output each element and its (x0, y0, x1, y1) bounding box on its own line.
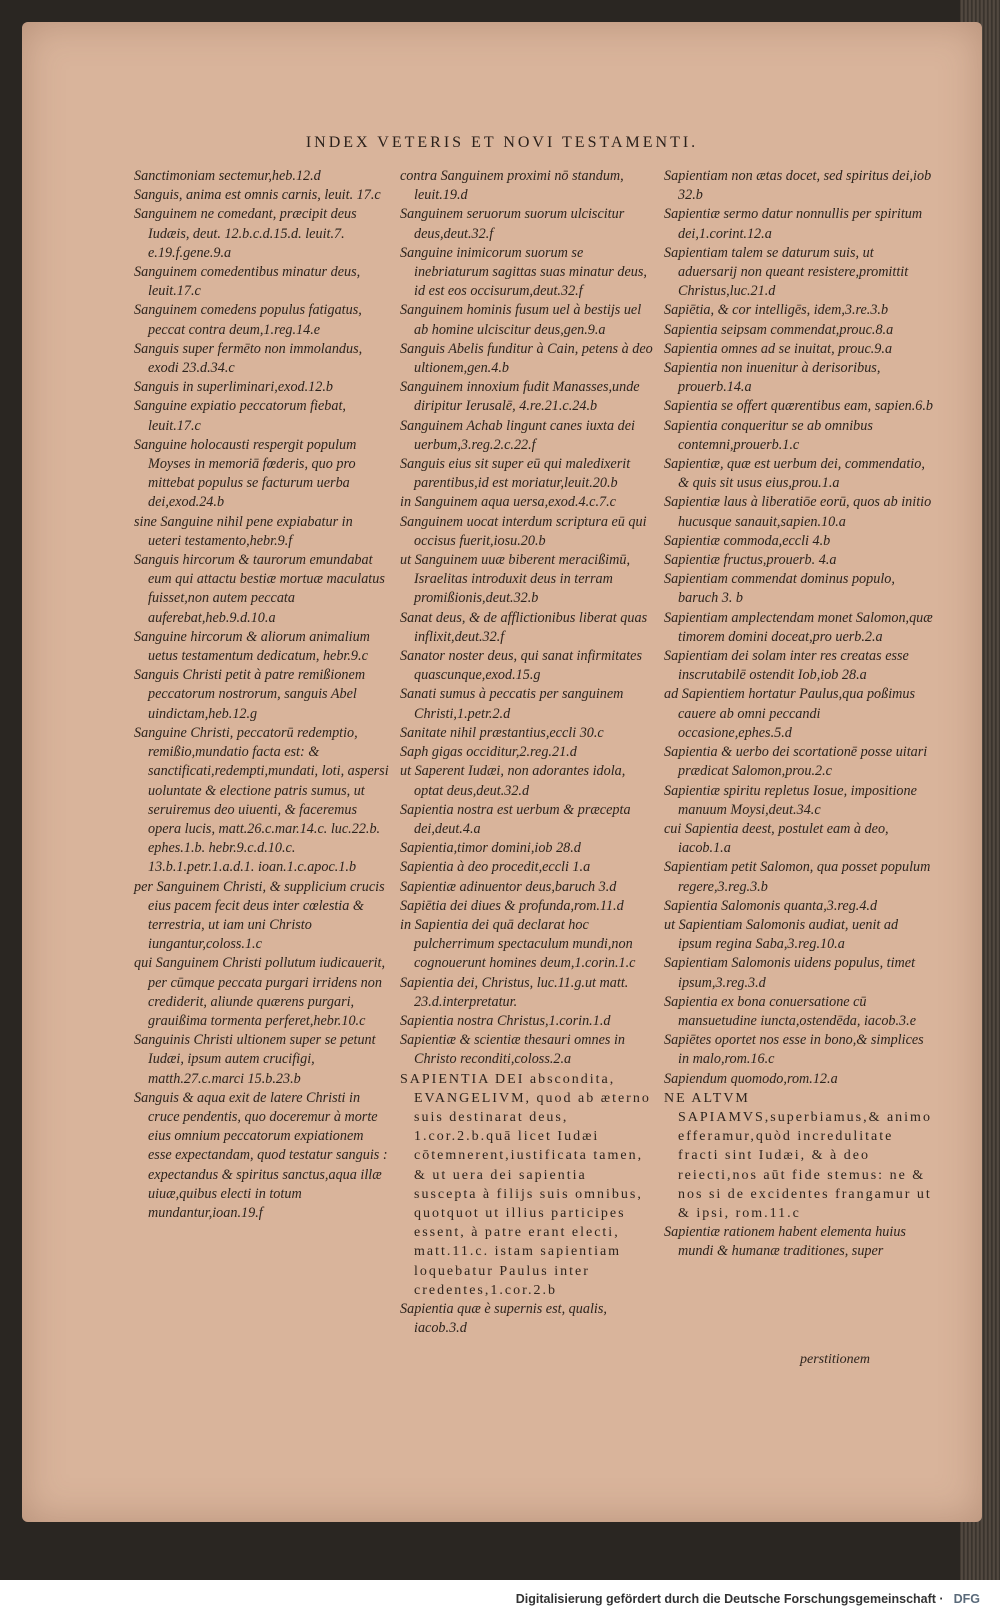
index-entry: Sanitate nihil præstantius,eccli 30.c (400, 724, 604, 741)
index-entry: Sapientia Salomonis quanta,3.reg.4.d (664, 897, 878, 914)
index-entry: ut Sanguinem uuæ biberent meracißimū, Israelitas introduxit deus in terram promißionis,deut.32.b (400, 552, 630, 607)
index-entry: in Sapientia dei quā declarat hoc pulcherrimum spectaculum mundi,non cognouerunt homines deum,1.corin.1.c (400, 916, 636, 972)
index-entry: ut Saperent Iudæi, non adorantes idola, optat deus,deut.32.d (400, 763, 626, 799)
catchword: perstitionem (800, 1352, 870, 1367)
index-entry: SAPIENTIA DEI abscondita, EVANGELIVM, quod ab æterno suis destinarat deus, 1.cor.2.b.quā licet Iudæi cōtemnerent,iustificata tamen, & ut uera dei sapientia suscepta à filijs suis omnibus, quotquot ut illius participes essent, à patre erant electi, matt.11.c. istam sapientiam loquebatur Paulus inter credentes,1.cor.2.b (400, 1071, 651, 1298)
index-entry: Sanguis Abelis funditur à Cain, petens à deo ultionem,gen.4.b (400, 340, 653, 377)
index-entry: Sanguis eius sit super eū qui maledixerit parentibus,id est moriatur,leuit.20.b (400, 456, 631, 492)
index-entry: Sanguis, anima est omnis carnis, leuit. 17.c (134, 187, 381, 204)
index-entry: Sanguinem uocat interdum scriptura eū qui occisus fuerit,iosu.20.b (400, 513, 647, 549)
index-entry: Saph gigas occiditur,2.reg.21.d (400, 744, 577, 761)
index-entry: Sapientia seipsam commendat,prouc.8.a (664, 321, 894, 338)
index-entry: Sapientia nostra Christus,1.corin.1.d (400, 1012, 611, 1029)
index-entry: Sapientiam petit Salomon, qua posset populum regere,3.reg.3.b (664, 859, 931, 895)
index-column-3 (664, 167, 934, 1262)
index-entry: Sapientia à deo procedit,eccli 1.a (400, 859, 591, 876)
index-entry: Sanguis & aqua exit de latere Christi in cruce pendentis, quo doceremur à morte eius omnium peccatorum expiationem esse expectandam, quod testatur sanguis : expectandus & spiritus sanctus,aqua illæ uiuæ,quibus electi in totum mundantur,ioan.19.f (134, 1089, 388, 1221)
index-entry: Sapientiæ rationem habent elementa huius mundi & humanæ traditiones, super (664, 1224, 906, 1260)
index-entry: Sanguis super fermēto non immolandus, exodi 23.d.34.c (134, 340, 363, 377)
index-entry: Sanat deus, & de afflictionibus liberat quas inflixit,deut.32.f (400, 609, 648, 645)
index-entry: sine Sanguine nihil pene expiabatur in ueteri testamento,hebr.9.f (134, 513, 353, 549)
index-entry: Sapientia nostra est uerbum & præcepta dei,deut.4.a (400, 801, 631, 837)
index-entry: Sapientia omnes ad se inuitat, prouc.9.a (664, 340, 893, 357)
index-entry: Sanguis hircorum & taurorum emundabat eum qui attactu bestiæ mortuæ maculatus fuisset,non autem peccata auferebat,heb.9.d.10.a (134, 552, 385, 626)
index-entry: Sanator noster deus, qui sanat infirmitates quascunque,exod.15.g (400, 648, 642, 684)
index-entry: Sanguine hircorum & aliorum animalium uetus testamentum dedicatum, hebr.9.c (134, 628, 370, 665)
index-entry: Sanguine expiatio peccatorum fiebat, leuit.17.c (134, 398, 346, 434)
index-column-1 (134, 167, 389, 1223)
index-entry: Sapientiæ sermo datur nonnullis per spiritum dei,1.corint.12.a (664, 206, 923, 242)
footer-text: Digitalisierung gefördert durch die Deutsche Forschungsgemeinschaft · (515, 1592, 944, 1606)
index-entry: Sanguinem comedentibus minatur deus, leuit.17.c (134, 264, 361, 300)
index-column-2 (400, 167, 655, 1338)
index-entry: Sapientia,timor domini,iob 28.d (400, 840, 581, 857)
dfg-logo: DFG (953, 1592, 980, 1606)
index-entry: Sanguinem seruorum suorum ulciscitur deus,deut.32.f (400, 206, 625, 242)
index-entry: Sapientiam Salomonis uidens populus, timet ipsum,3.reg.3.d (664, 955, 916, 991)
index-entry: Sapiētia dei diues & profunda,rom.11.d (400, 897, 624, 914)
index-entry: Sanguis Christi petit à patre remißionem peccatorum nostrorum, sanguis Abel uindictam,heb.12.g (134, 667, 366, 722)
index-entry: Sapientiæ fructus,prouerb. 4.a (664, 552, 837, 569)
index-entry: Sapientia ex bona conuersatione cū mansuetudine iuncta,ostendēda, iacob.3.e (664, 993, 916, 1029)
index-entry: Sapientia se offert quærentibus eam, sapien.6.b (664, 398, 934, 415)
index-entry: Sapientia conqueritur se ab omnibus contemni,prouerb.1.c (664, 417, 873, 453)
index-entry: Sapiētes oportet nos esse in bono,& simplices in malo,rom.16.c (664, 1032, 924, 1068)
index-entry: Sanguis in superliminari,exod.12.b (134, 379, 334, 396)
digitization-footer (0, 1580, 1000, 1607)
index-entry: Sapientiam talem se daturum suis, ut aduersarij non queant resistere,promittit Christus,luc.21.d (664, 244, 909, 300)
index-entry: Sapientiam commendat dominus populo, baruch 3. b (664, 571, 895, 607)
index-entry: Sapientia dei, Christus, luc.11.g.ut matt. 23.d.interpretatur. (400, 974, 629, 1010)
index-entry: NE ALTVM SAPIAMVS,superbiamus,& animo efferamur,quòd incredulitate fracti sint Iudæi, & à deo reiecti,nos aūt fide stemus: ne & nos si de excidentes frangamur ut & ipsi, rom.11.c (664, 1090, 932, 1221)
index-entry: Sanguine holocausti respergit populum Moyses in memoriā fœderis, quo pro mittebat populus se facturum uerba dei,exod.24.b (134, 436, 357, 511)
index-entry: Sapientia & uerbo dei scortationē posse uitari prædicat Salomon,prou.2.c (664, 744, 928, 780)
index-entry: Sanctimoniam sectemur,heb.12.d (134, 168, 321, 184)
index-entry: Sapientiæ adinuentor deus,baruch 3.d (400, 878, 617, 895)
index-entry: Sapientiæ & scientiæ thesauri omnes in Christo reconditi,coloss.2.a (400, 1032, 626, 1068)
index-entry: Sanguinem innoxium fudit Manasses,unde diripitur Ierusalē, 4.re.21.c.24.b (400, 379, 640, 415)
index-entry: Sanguine inimicorum suorum se inebriaturum sagittas suas minatur deus, id est eos occisurum,deut.32.f (400, 244, 647, 300)
index-entry: Sapientiam amplectendam monet Salomon,quæ timorem domini doceat,pro uerb.2.a (664, 609, 933, 645)
index-entry: Sapiētia, & cor intelligēs, idem,3.re.3.b (664, 302, 889, 319)
index-entry: Sapientia non inuenitur à derisoribus, prouerb.14.a (664, 360, 881, 396)
index-entry: Sanguinem comedens populus fatigatus, peccat contra deum,1.reg.14.e (134, 302, 362, 338)
index-entry: qui Sanguinem Christi pollutum iudicauerit, per cūmque peccata purgari irridens non crediderit, aliunde quærens purgari, grauißima tormenta perferet,hebr.10.c (134, 955, 386, 1029)
index-entry: Sapientiam dei solam inter res creatas esse inscrutabilē ostendit Iob,iob 28.a (664, 648, 909, 684)
index-entry: Sanati sumus à peccatis per sanguinem Christi,1.petr.2.d (400, 686, 624, 722)
index-entry: Sapientiæ, quæ est uerbum dei, commendatio, & quis sit usus eius,prou.1.a (664, 456, 925, 492)
index-entry: ut Sapientiam Salomonis audiat, uenit ad ipsum regina Saba,3.reg.10.a (664, 916, 899, 953)
index-entry: Sanguinis Christi ultionem super se petunt Iudæi, ipsum autem crucifigi, matth.27.c.marci 15.b.23.b (134, 1032, 376, 1087)
index-entry: Sanguine Christi, peccatorū redemptio, remißio,mundatio facta est: & sanctificati,redempti,mundati, loti, aspersi uoluntate & electione patris sumus, ut seruiremus deo uiuenti, & faceremus opera lucis, matt.26.c.mar.14.c. luc.22.b. ephes.1.b. hebr.9.c.d.10.c. 13.b.1.petr.1.a.d.1. ioan.1.c.apoc.1.b (134, 724, 389, 876)
book-page (22, 22, 982, 1522)
index-entry: cui Sapientia deest, postulet eam à deo, iacob.1.a (664, 820, 889, 857)
index-entry: Sanguinem Achab lingunt canes iuxta dei uerbum,3.reg.2.c.22.f (400, 417, 635, 453)
index-entry: ad Sapientiem hortatur Paulus,qua poßimus cauere ab omni peccandi occasione,ephes.5.d (664, 686, 916, 741)
index-entry: in Sanguinem aqua uersa,exod.4.c.7.c (400, 494, 616, 511)
index-entry: Sanguinem hominis fusum uel à bestijs uel ab homine ulciscitur deus,gen.9.a (400, 302, 642, 338)
index-entry: Sapientiæ laus à liberatiōe eorū, quos ab initio hucusque sanauit,sapien.10.a (664, 494, 932, 530)
index-entry: Sapientia quæ è supernis est, qualis, iacob.3.d (400, 1300, 607, 1337)
index-entry: Sanguinem ne comedant, præcipit deus Iudæis, deut. 12.b.c.d.15.d. leuit.7. e.19.f.gene.9.a (134, 206, 357, 261)
index-entry: per Sanguinem Christi, & supplicium crucis eius pacem fecit deus inter cœlestia & terrestria, ut iam uni Christo iungantur,coloss.1.c (134, 878, 385, 953)
index-entry: Sapientiæ commoda,eccli 4.b (664, 532, 831, 549)
index-entry: Sapiendum quomodo,rom.12.a (664, 1070, 838, 1087)
index-entry: Sapientiæ spiritu repletus Iosue, impositione manuum Moysi,deut.34.c (664, 782, 917, 818)
running-title: INDEX VETERIS ET NOVI TESTAMENTI. (305, 134, 699, 151)
index-entry: Sapientiam non ætas docet, sed spiritus dei,iob 32.b (664, 168, 932, 204)
index-entry: contra Sanguinem proximi nō standum, leuit.19.d (400, 168, 624, 204)
